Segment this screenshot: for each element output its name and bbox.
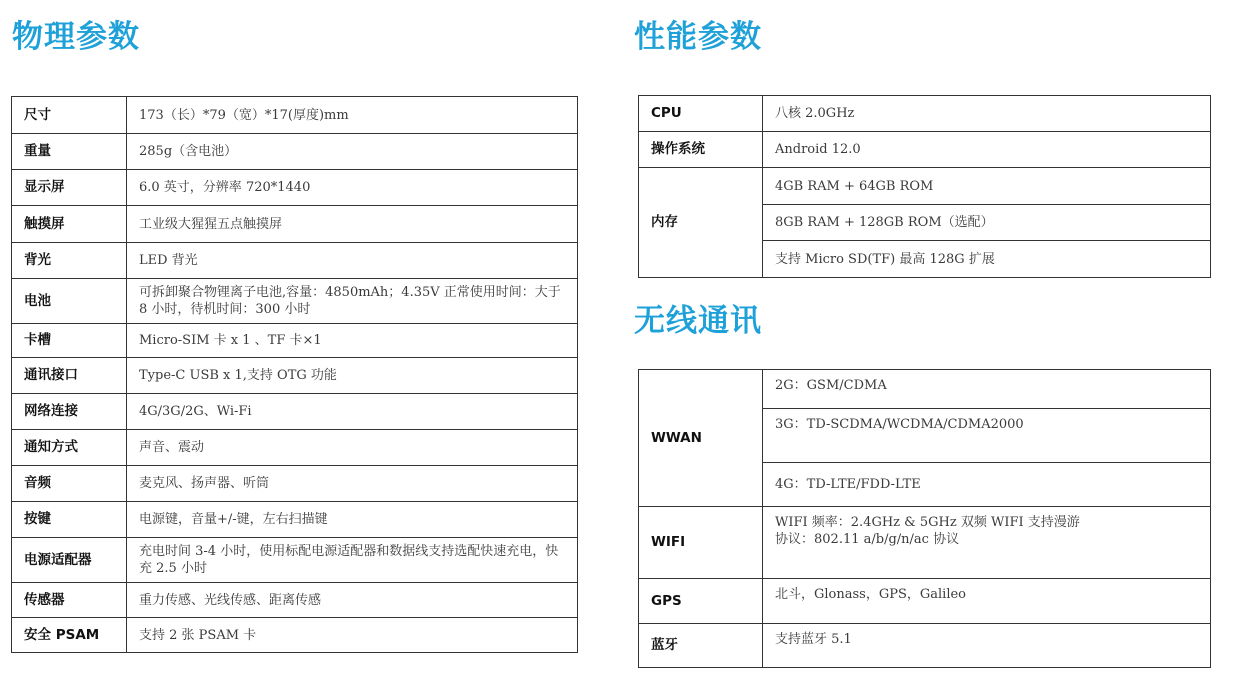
table-row (12, 538, 578, 583)
row-label: WWAN (639, 370, 763, 507)
row-label: 触摸屏 (12, 206, 127, 243)
row-label: 内存 (639, 168, 763, 278)
table-row (12, 466, 578, 502)
table-row (12, 502, 578, 538)
row-value: 重力传感、光线传感、距离传感 (127, 583, 578, 618)
row-value: 4G/3G/2G、Wi-Fi (127, 394, 578, 430)
row-value: 4G：TD-LTE/FDD-LTE (763, 463, 1211, 507)
row-value: 3G：TD-SCDMA/WCDMA/CDMA2000 (763, 409, 1211, 463)
row-value: 4GB RAM + 64GB ROM (763, 168, 1211, 205)
wireless-title: 无线通讯 (634, 303, 762, 339)
performance-params-table (638, 95, 1211, 278)
table-row (12, 206, 578, 243)
row-value: 173（长）*79（宽）*17(厚度)mm (127, 97, 578, 134)
row-value: Android 12.0 (763, 132, 1211, 168)
table-row (12, 394, 578, 430)
row-label: 操作系统 (639, 132, 763, 168)
row-value: Micro-SIM 卡 x 1 、TF 卡×1 (127, 324, 578, 358)
row-value: 8GB RAM + 128GB ROM（选配） (763, 205, 1211, 241)
row-label: 传感器 (12, 583, 127, 618)
row-label: WIFI (639, 507, 763, 579)
table-row (639, 624, 1211, 668)
table-row (12, 97, 578, 134)
row-label: GPS (639, 579, 763, 624)
physical-params-table (11, 96, 578, 653)
table-row (12, 583, 578, 618)
row-label: 网络连接 (12, 394, 127, 430)
row-value: 285g（含电池） (127, 134, 578, 170)
row-label: 蓝牙 (639, 624, 763, 668)
table-row (12, 243, 578, 279)
row-value (763, 507, 1211, 579)
row-label: 通讯接口 (12, 358, 127, 394)
row-value: 可拆卸聚合物锂离子电池,容量：4850mAh；4.35V 正常使用时间：大于 8 小时，待机时间：300 小时 (127, 279, 578, 324)
row-label: 通知方式 (12, 430, 127, 466)
row-value: Type-C USB x 1,支持 OTG 功能 (127, 358, 578, 394)
row-value: 工业级大猩猩五点触摸屏 (127, 206, 578, 243)
table-row (12, 358, 578, 394)
row-value: 电源键，音量+/-键，左右扫描键 (127, 502, 578, 538)
row-value: 2G：GSM/CDMA (763, 370, 1211, 409)
performance-params-title: 性能参数 (634, 19, 762, 55)
table-row (12, 324, 578, 358)
wifi-frequency-text: WIFI 频率：2.4GHz & 5GHz 双频 WIFI 支持漫游 (775, 515, 1080, 530)
row-value: 北斗，Glonass，GPS，Galileo (763, 579, 1211, 624)
table-row (639, 96, 1211, 132)
table-row (12, 618, 578, 653)
row-label: 尺寸 (12, 97, 127, 134)
row-value: 支持 2 张 PSAM 卡 (127, 618, 578, 653)
wireless-table (638, 369, 1211, 668)
table-row (12, 170, 578, 206)
row-label: 背光 (12, 243, 127, 279)
table-row (639, 132, 1211, 168)
row-value: LED 背光 (127, 243, 578, 279)
row-value: 麦克风、扬声器、听筒 (127, 466, 578, 502)
row-label: CPU (639, 96, 763, 132)
physical-params-title: 物理参数 (12, 19, 140, 55)
row-label: 电源适配器 (12, 538, 127, 583)
row-value: 声音、震动 (127, 430, 578, 466)
table-row (639, 370, 1211, 409)
table-row (12, 134, 578, 170)
table-row (12, 430, 578, 466)
table-row (639, 507, 1211, 579)
row-value: 八核 2.0GHz (763, 96, 1211, 132)
row-value: 支持 Micro SD(TF) 最高 128G 扩展 (763, 241, 1211, 278)
row-label: 电池 (12, 279, 127, 324)
table-row (639, 579, 1211, 624)
row-value: 充电时间 3-4 小时，使用标配电源适配器和数据线支持选配快速充电，快充 2.5 小时 (127, 538, 578, 583)
row-label: 按键 (12, 502, 127, 538)
row-label: 卡槽 (12, 324, 127, 358)
row-label: 安全 PSAM (12, 618, 127, 653)
table-row (639, 168, 1211, 205)
row-value: 6.0 英寸，分辨率 720*1440 (127, 170, 578, 206)
row-value: 支持蓝牙 5.1 (763, 624, 1211, 668)
row-label: 音频 (12, 466, 127, 502)
row-label: 显示屏 (12, 170, 127, 206)
wifi-protocol-text: 协议：802.11 a/b/g/n/ac 协议 (775, 532, 960, 547)
table-row (12, 279, 578, 324)
row-label: 重量 (12, 134, 127, 170)
